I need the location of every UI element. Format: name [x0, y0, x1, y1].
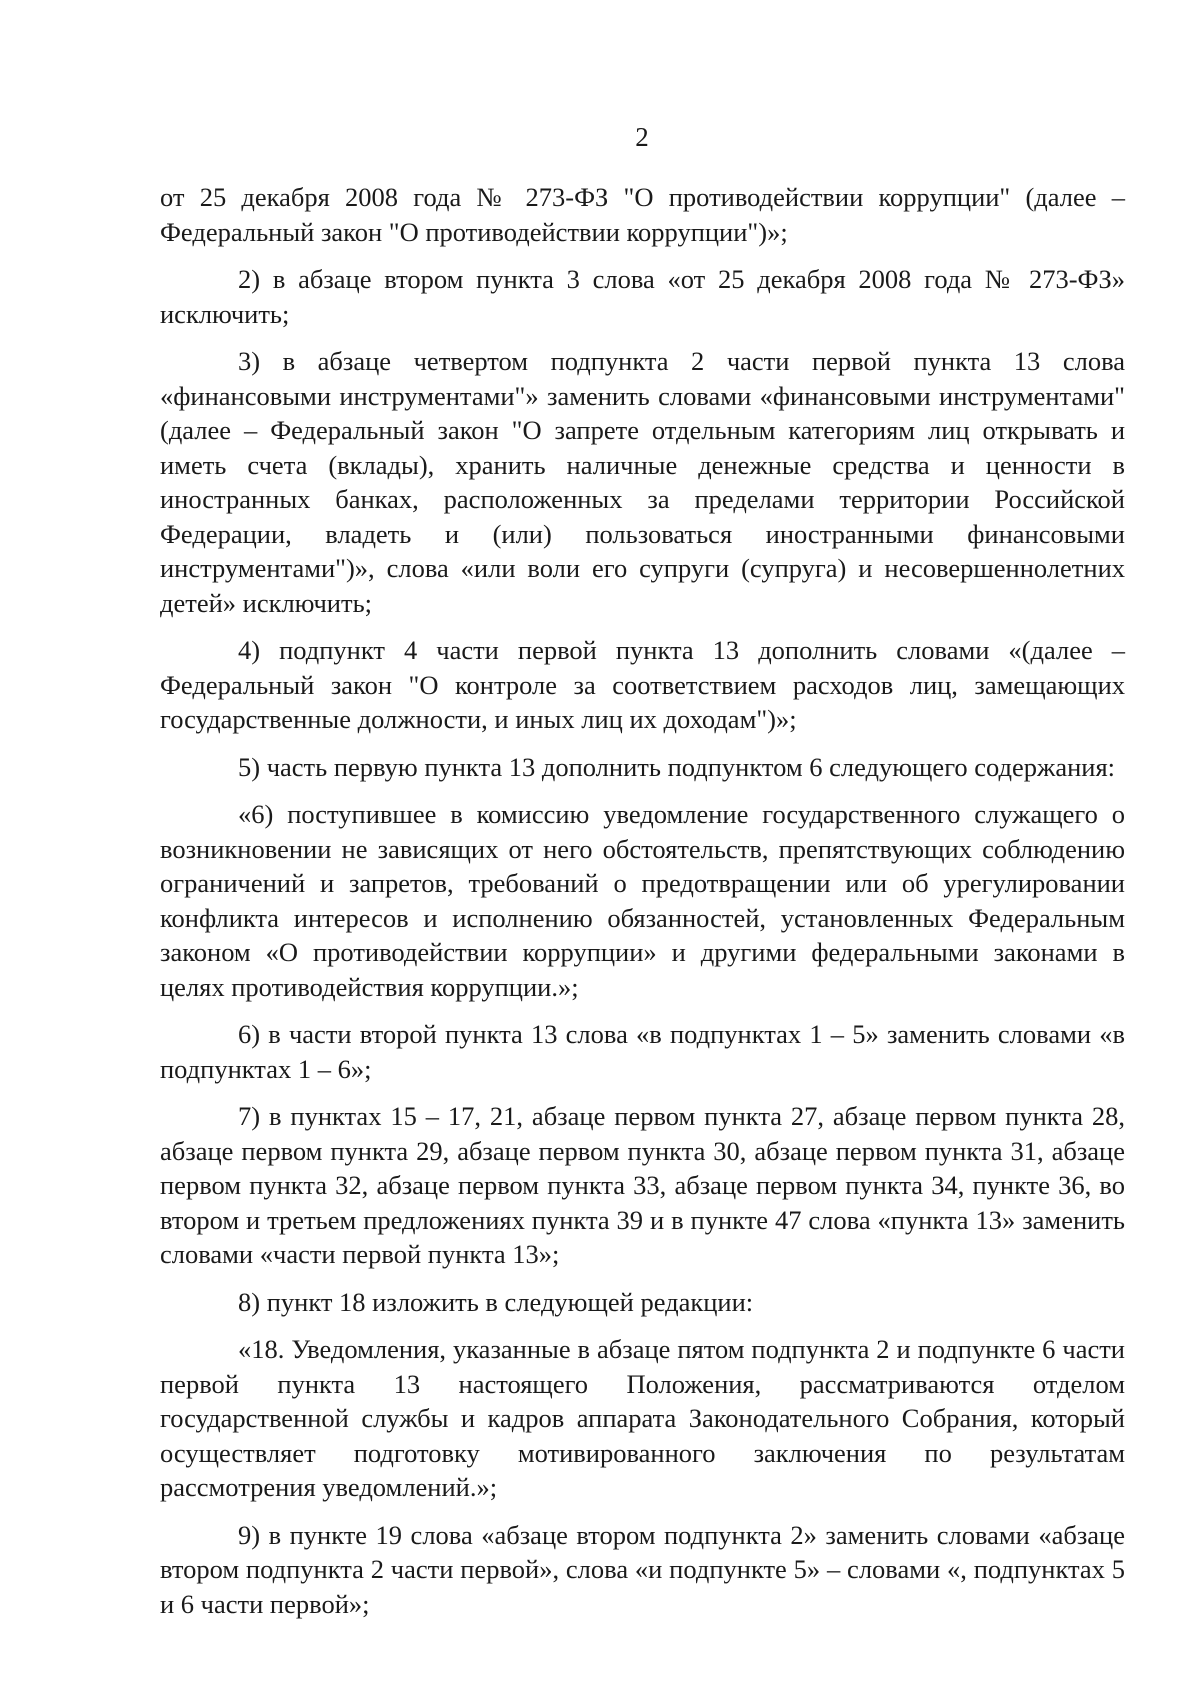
paragraph-continuation: от 25 декабря 2008 года № 273-ФЗ "О противодействии коррупции" (далее – Федеральный закон "О противодействии коррупции")»; — [160, 182, 1125, 247]
paragraph-item-5: 5) часть первую пункта 13 дополнить подпунктом 6 следующего содержания: — [238, 751, 1116, 782]
document-body — [160, 180, 1125, 1621]
paragraph-quote-18: «18. Уведомления, указанные в абзаце пятом подпункта 2 и подпункте 6 части первой пункта 13 настоящего Положения, рассматриваются отделом государственной службы и кадров аппарата Законодательного Собрания, который осуществляет подготовку мотивированного заключения по результатам рассмотрения уведомлений.»; — [160, 1334, 1125, 1502]
paragraph-quote-6: «6) поступившее в комиссию уведомление государственного служащего о возникновении не зависящих от него обстоятельств, препятствующих соблюдению ограничений и запретов, требований о предотвращении или об урегулировании конфликта интересов и исполнению обязанностей, установленных Федеральным законом «О противодействии коррупции» и другими федеральными законами в целях противодействия коррупции.»; — [160, 799, 1125, 1002]
paragraph-item-9: 9) в пункте 19 слова «абзаце втором подпункта 2» заменить словами «абзаце втором подпункта 2 части первой», слова «и подпункте 5» – словами «, подпунктах 5 и 6 части первой»; — [160, 1519, 1125, 1619]
paragraph-item-7: 7) в пунктах 15 – 17, 21, абзаце первом пункта 27, абзаце первом пункта 28, абзаце первом пункта 29, абзаце первом пункта 30, абзаце первом пункта 31, абзаце первом пункта 32, абзаце первом пункта 33, абзаце первом пункта 34, пункте 36, во втором и третьем предложениях пункта 39 и в пункте 47 слова «пункта 13» заменить словами «части первой пункта 13»; — [160, 1101, 1125, 1269]
paragraph-item-3: 3) в абзаце четвертом подпункта 2 части первой пункта 13 слова «финансовыми инструментами"» заменить словами «финансовыми инструментами" (далее – Федеральный закон "О запрете отдельным категориям лиц открывать и иметь счета (вклады), хранить наличные денежные средства и ценности в иностранных банках, расположенных за пределами территории Российской Федерации, владеть и (или) пользоваться иностранными финансовыми инструментами")», слова «или воли его супруги (супруга) и несовершеннолетних детей» исключить; — [160, 346, 1125, 618]
page-number: 2 — [635, 122, 649, 152]
paragraph-item-2: 2) в абзаце втором пункта 3 слова «от 25 декабря 2008 года № 273-ФЗ» исключить; — [160, 264, 1125, 329]
paragraph-item-4: 4) подпункт 4 части первой пункта 13 дополнить словами «(далее – Федеральный закон "О контроле за соответствием расходов лиц, замещающих государственные должности, и иных лиц их доходам")»; — [160, 635, 1125, 734]
paragraph-item-8: 8) пункт 18 изложить в следующей редакции: — [238, 1286, 754, 1317]
paragraph-item-6: 6) в части второй пункта 13 слова «в подпунктах 1 – 5» заменить словами «в подпунктах 1 – 6»; — [160, 1019, 1125, 1084]
